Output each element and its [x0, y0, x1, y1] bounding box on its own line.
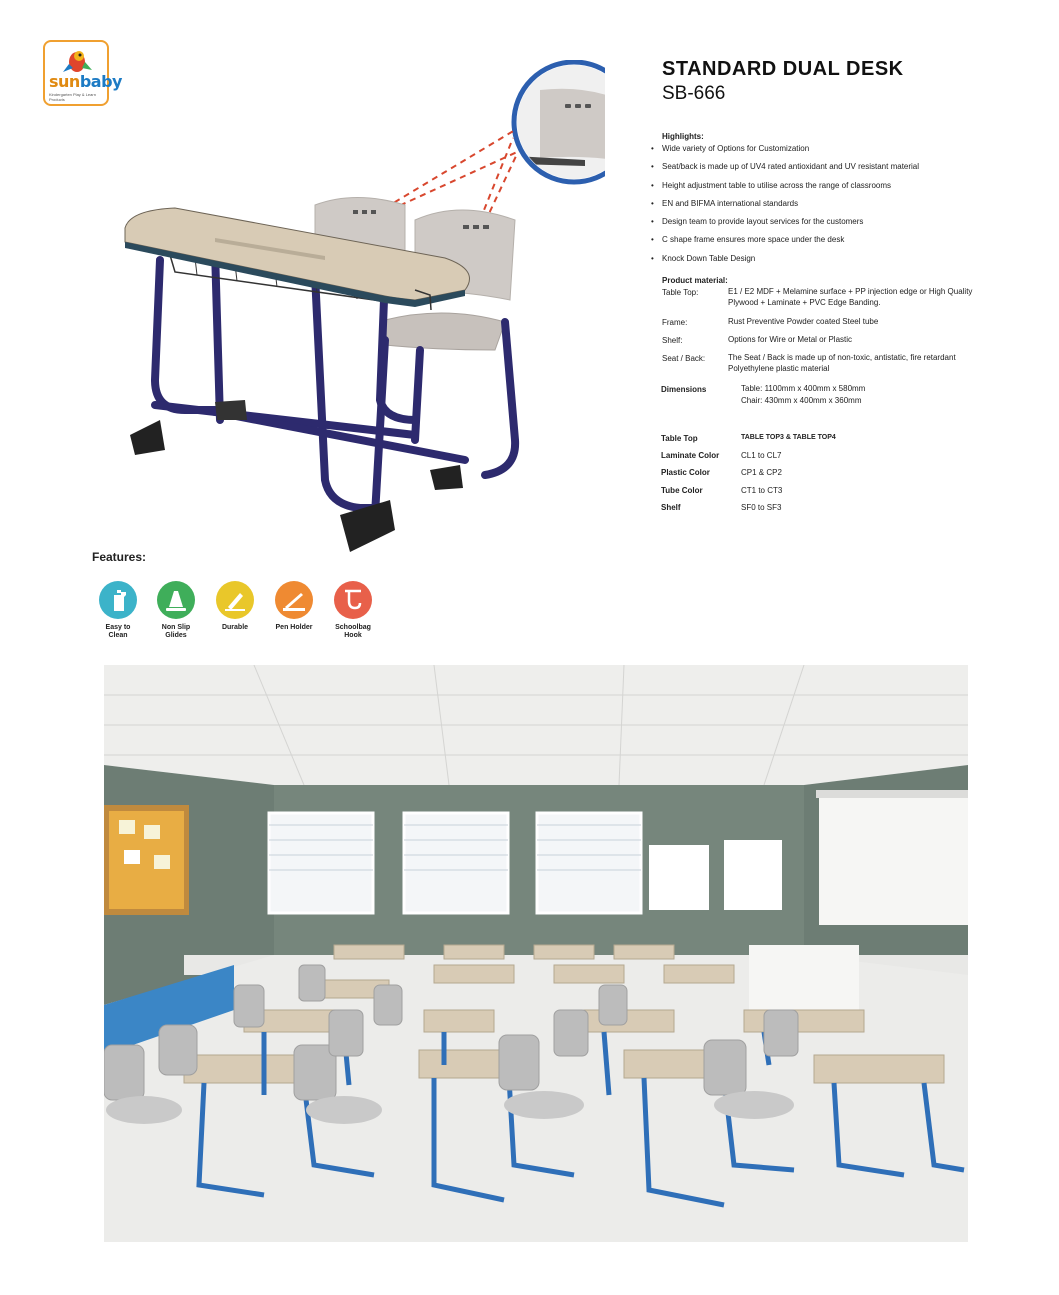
desk-illustration	[85, 60, 605, 560]
list-item: • EN and BIFMA international standards	[651, 199, 919, 217]
list-item: • Wide variety of Options for Customization	[651, 144, 919, 162]
logo-tagline: Kindergarten Play & Learn Products	[49, 92, 96, 102]
spec-label: Seat / Back:	[662, 354, 706, 363]
list-item: • Seat/back is made up of UV4 rated antioxidant and UV resistant material	[651, 162, 919, 180]
feature-non-slip	[157, 581, 195, 619]
highlights-list	[651, 144, 919, 272]
feature-label	[205, 624, 265, 632]
feature-label	[88, 624, 148, 640]
feature-pen-holder	[275, 581, 313, 619]
chair-seat	[385, 313, 505, 350]
hook-icon	[334, 581, 372, 619]
hammer-icon	[216, 581, 254, 619]
option-label: Table Top	[661, 434, 698, 443]
pen-icon	[275, 581, 313, 619]
dimensions-label: Dimensions	[661, 385, 707, 394]
logo-main: sun	[49, 72, 80, 91]
feature-bag-hook	[334, 581, 372, 619]
spec-label: Table Top:	[662, 288, 699, 297]
feature-label-line: Non Slip	[161, 624, 191, 631]
option-label: Laminate Color	[661, 451, 720, 460]
feature-label-line: Durable	[221, 624, 249, 631]
logo-accent: baby	[79, 72, 122, 91]
spec-value: E1 / E2 MDF + Melamine surface + PP injection edge or High Quality Plywood + Laminate + PVC Edge Banding.	[728, 287, 973, 307]
feature-label-line: Schoolbag	[335, 624, 371, 631]
feature-durable	[216, 581, 254, 619]
spec-label: Shelf:	[662, 336, 683, 345]
feature-label-line: Hook	[344, 632, 362, 639]
highlights-title: Highlights:	[662, 132, 704, 141]
option-label: Tube Color	[661, 486, 703, 495]
dimensions-chair: Chair: 430mm x 400mm x 360mm	[741, 396, 862, 405]
product-title: STANDARD DUAL DESK	[662, 58, 904, 80]
option-value: SF0 to SF3	[741, 503, 782, 512]
list-item: • Knock Down Table Design	[651, 254, 919, 272]
spec-label: Frame:	[662, 318, 688, 327]
feature-label-line: Glides	[165, 632, 187, 639]
feature-label	[323, 624, 383, 640]
option-label: Plastic Color	[661, 468, 710, 477]
feature-label-line: Pen Holder	[275, 624, 313, 631]
zoom-chair-back	[540, 89, 605, 160]
spec-value: The Seat / Back is made up of non-toxic, antistatic, fire retardant Polyethylene plastic material	[728, 353, 956, 373]
feature-label-line: Easy to	[105, 624, 131, 631]
feature-label	[146, 624, 206, 640]
option-value: CL1 to CL7	[741, 451, 782, 460]
spec-value: Options for Wire or Metal or Plastic	[728, 335, 853, 344]
spec-value: Rust Preventive Powder coated Steel tube	[728, 317, 879, 326]
feature-label-line: Clean	[108, 632, 128, 639]
list-item: • Height adjustment table to utilise across the range of classrooms	[651, 181, 919, 199]
feature-easy-clean	[99, 581, 137, 619]
list-item: • Design team to provide layout services for the customers	[651, 217, 919, 235]
option-value: TABLE TOP3 & TABLE TOP4	[741, 434, 836, 441]
option-value: CP1 & CP2	[741, 468, 782, 477]
list-item: • C shape frame ensures more space under the desk	[651, 235, 919, 253]
product-model: SB-666	[662, 83, 726, 104]
option-value: CT1 to CT3	[741, 486, 783, 495]
option-label: Shelf	[661, 503, 681, 512]
glide-icon	[157, 581, 195, 619]
material-title: Product material:	[662, 276, 728, 285]
features-title: Features:	[92, 550, 147, 564]
feature-label	[264, 624, 324, 632]
dimensions-table: Table: 1100mm x 400mm x 580mm	[741, 384, 866, 393]
spray-bottle-icon	[99, 581, 137, 619]
classroom-photo	[104, 665, 968, 1242]
